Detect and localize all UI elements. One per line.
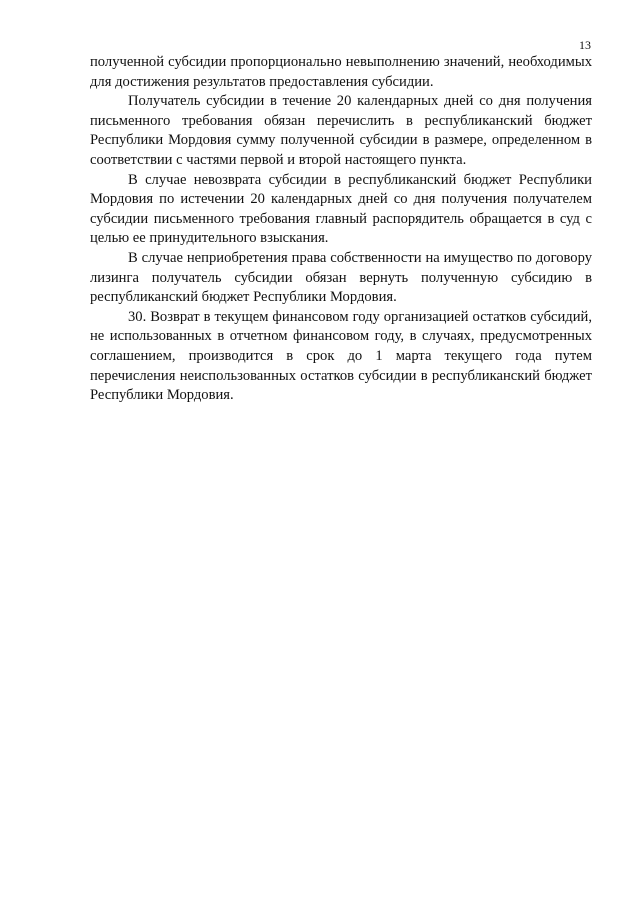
paragraph-continuation: полученной субсидии пропорционально невыполнению значений, необходимых для достижения результатов предоставления субсидии. bbox=[90, 54, 592, 90]
paragraph-item-30: 30. Возврат в текущем финансовом году организацией остатков субсидий, не использованных в отчетном финансовом году, в случаях, предусмотренных соглашением, производится в срок до 1 марта текущего года путем перечисления неиспользованных остатков субсидии в республиканский бюджет Республики Мордовия. bbox=[90, 308, 592, 404]
document-body bbox=[90, 53, 592, 406]
paragraph-repayment-deadline: Получатель субсидии в течение 20 календарных дней со дня получения письменного требования обязан перечислить в республиканский бюджет Республики Мордовия сумму полученной субсидии в размере, определенном в соответствии с частями первой и второй настоящего пункта. bbox=[90, 93, 592, 168]
page-number: 13 bbox=[579, 38, 591, 52]
paragraph-leasing-ownership: В случае неприобретения права собственности на имущество по договору лизинга получатель субсидии обязан вернуть полученную субсидию в республиканский бюджет Республики Мордовия. bbox=[90, 249, 592, 306]
paragraph-court-recovery: В случае невозврата субсидии в республиканский бюджет Республики Мордовия по истечении 20 календарных дней со дня получения получателем субсидии письменного требования главный распорядитель обращается в суд с целью ее принудительного взыскания. bbox=[90, 171, 592, 247]
